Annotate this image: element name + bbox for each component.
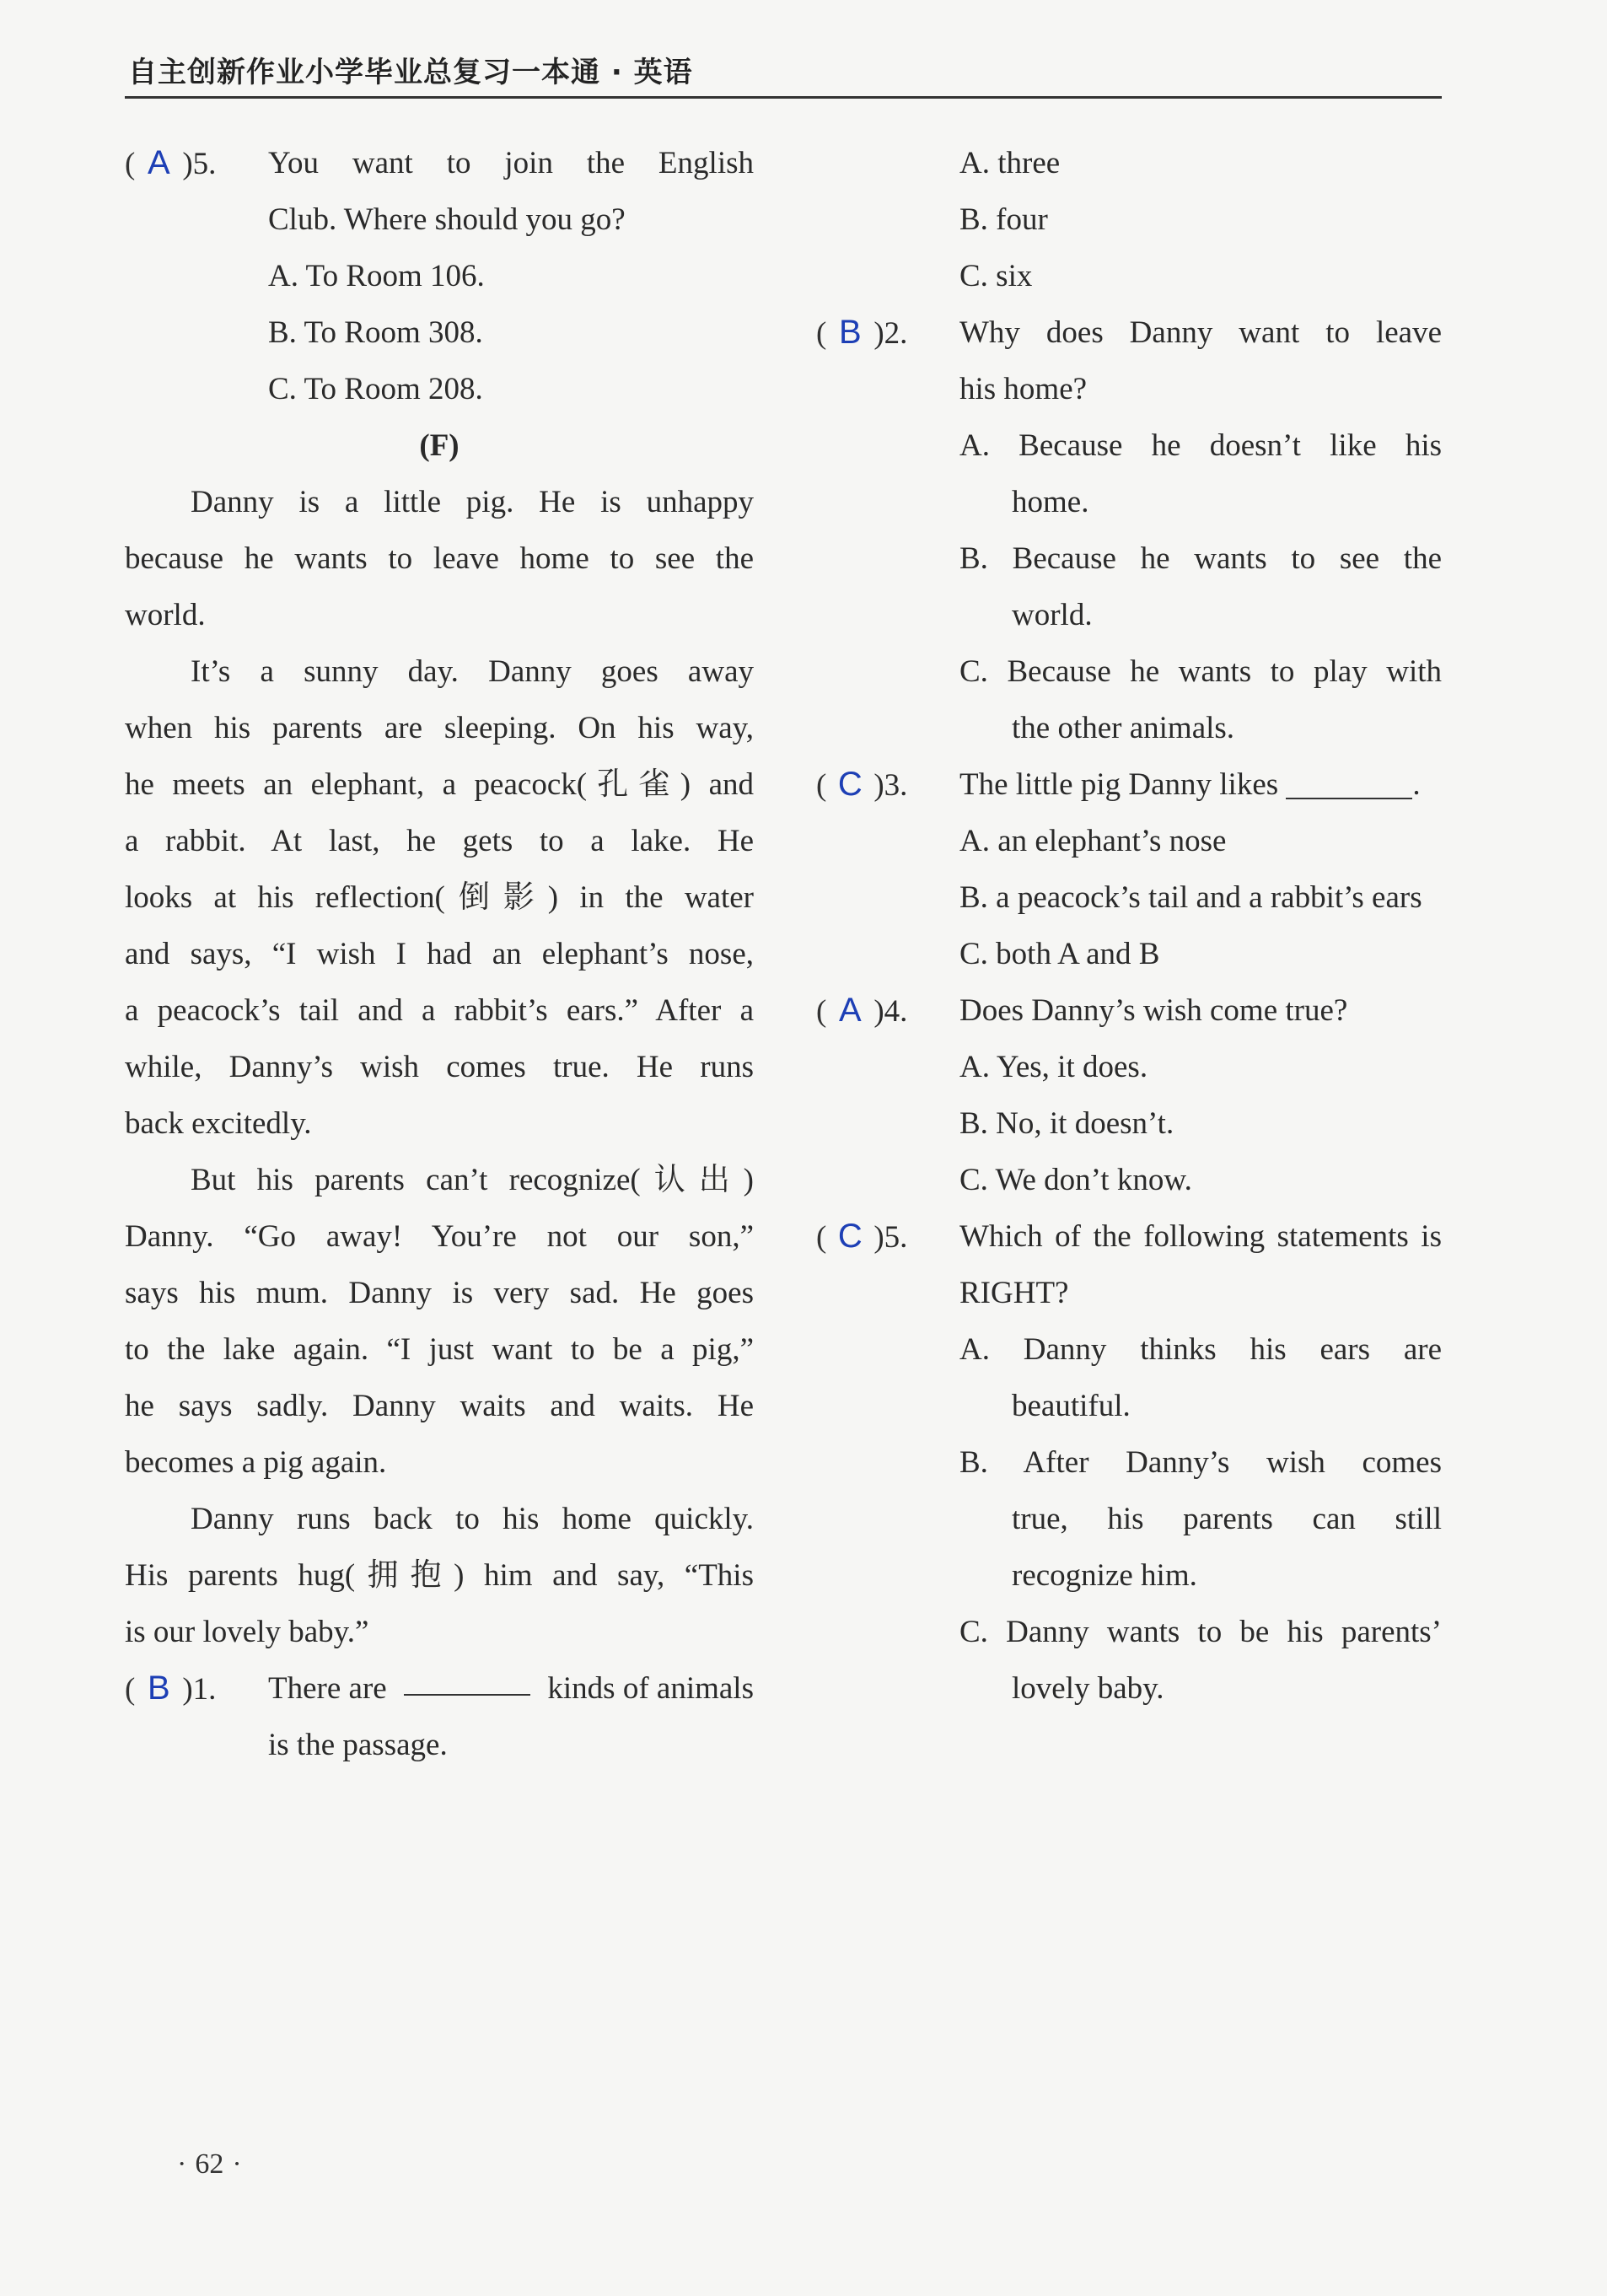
- option-cont: world.: [1012, 598, 1093, 632]
- option: B. a peacock’s tail and a rabbit’s ears: [959, 880, 1422, 915]
- passage-line: a peacock’s tail and a rabbit’s ears.” After a: [125, 993, 754, 1028]
- answer-mark: B: [147, 1670, 170, 1707]
- passage-line: It’s a sunny day. Danny goes away: [191, 654, 754, 689]
- option-cont: lovely baby.: [1012, 1671, 1164, 1706]
- option: C. both A and B: [959, 937, 1160, 971]
- option: C. six: [959, 259, 1033, 293]
- option: C. To Room 208.: [268, 372, 483, 406]
- option: A. an elephant’s nose: [959, 824, 1227, 858]
- question-5b-stem: ( C )5. Which of the following statements is: [816, 1208, 1442, 1265]
- page-footer: · 62 ·: [177, 2148, 242, 2180]
- question-5-stem: ( A )5. You want to join the English: [125, 135, 754, 191]
- option: A. Because he doesn’t like his: [959, 428, 1442, 463]
- passage-line: Danny runs back to his home quickly.: [191, 1502, 754, 1536]
- passage-line: But his parents can’t recognize(认出): [191, 1163, 754, 1197]
- option: A. To Room 106.: [268, 259, 485, 293]
- question-1-stem: ( B )1. There are kinds of animals: [125, 1660, 754, 1717]
- option: A. Danny thinks his ears are: [959, 1332, 1442, 1367]
- option: B. four: [959, 202, 1048, 237]
- passage-line: while, Danny’s wish comes true. He runs: [125, 1050, 754, 1084]
- question-4-stem: ( A )4. Does Danny’s wish come true?: [816, 982, 1442, 1039]
- question-text: The little pig Danny likes: [959, 767, 1279, 802]
- question-text-cont: is the passage.: [268, 1728, 448, 1762]
- answer-mark: A: [147, 144, 170, 181]
- answer-mark: C: [837, 1218, 863, 1255]
- option-cont: recognize him.: [1012, 1558, 1197, 1593]
- passage-line: back excitedly.: [125, 1106, 312, 1141]
- question-2-stem: ( B )2. Why does Danny want to leave: [816, 304, 1442, 361]
- passage-line: looks at his reflection(倒影) in the water: [125, 880, 754, 915]
- passage-line: he meets an elephant, a peacock(孔雀) and: [125, 767, 754, 802]
- option: B. To Room 308.: [268, 315, 483, 350]
- section-heading: (F): [419, 428, 460, 463]
- option: A. Yes, it does.: [959, 1050, 1148, 1084]
- answer-blank: [1286, 764, 1412, 799]
- passage-line: when his parents are sleeping. On his way,: [125, 711, 754, 745]
- question-text-cont: Club. Where should you go?: [268, 202, 626, 237]
- passage-line: to the lake again. “I just want to be a pig,”: [125, 1332, 754, 1367]
- passage-line: is our lovely baby.”: [125, 1615, 369, 1649]
- page-header: [125, 44, 1442, 99]
- option: C. Danny wants to be his parents’: [959, 1615, 1442, 1649]
- passage-line: Danny is a little pig. He is unhappy: [191, 485, 754, 519]
- passage-line: world.: [125, 598, 206, 632]
- book-title: 自主创新作业小学毕业总复习一本通 · 英语: [128, 56, 693, 89]
- option-cont: beautiful.: [1012, 1389, 1131, 1423]
- option: B. After Danny’s wish comes: [959, 1445, 1442, 1480]
- question-text: kinds of animals: [547, 1671, 754, 1706]
- passage-line: and says, “I wish I had an elephant’s nose,: [125, 937, 754, 971]
- passage-line: His parents hug(拥抱) him and say, “This: [125, 1558, 754, 1593]
- question-text: You want to join the English: [268, 146, 754, 180]
- question-text: Which of the following statements is: [959, 1219, 1442, 1254]
- option: A. three: [959, 146, 1061, 180]
- option-cont: home.: [1012, 485, 1089, 519]
- page-number: 62: [195, 2148, 224, 2180]
- passage-line: a rabbit. At last, he gets to a lake. He: [125, 824, 754, 858]
- option-cont: the other animals.: [1012, 711, 1235, 745]
- left-column: [125, 135, 754, 1773]
- option: B. Because he wants to see the: [959, 541, 1442, 576]
- passage-line: because he wants to leave home to see the: [125, 541, 754, 576]
- passage-line: Danny. “Go away! You’re not our son,”: [125, 1219, 754, 1254]
- right-column: [816, 135, 1442, 1717]
- option: B. No, it doesn’t.: [959, 1106, 1174, 1141]
- question-text-cont: his home?: [959, 372, 1088, 406]
- question-text: Why does Danny want to leave: [959, 315, 1442, 350]
- option: C. We don’t know.: [959, 1163, 1192, 1197]
- passage-line: he says sadly. Danny waits and waits. He: [125, 1389, 754, 1423]
- answer-blank: [404, 1660, 530, 1696]
- question-text: Does Danny’s wish come true?: [959, 993, 1348, 1028]
- answer-mark: C: [837, 766, 863, 803]
- option: C. Because he wants to play with: [959, 654, 1442, 689]
- option-cont: true, his parents can still: [1012, 1502, 1442, 1536]
- question-3-stem: ( C )3. The little pig Danny likes .: [816, 756, 1442, 813]
- passage-line: becomes a pig again.: [125, 1445, 387, 1480]
- question-text-cont: RIGHT?: [959, 1276, 1069, 1310]
- passage-line: says his mum. Danny is very sad. He goes: [125, 1276, 754, 1310]
- question-text: There are: [268, 1671, 387, 1706]
- answer-mark: B: [838, 314, 862, 351]
- answer-mark: A: [838, 992, 862, 1029]
